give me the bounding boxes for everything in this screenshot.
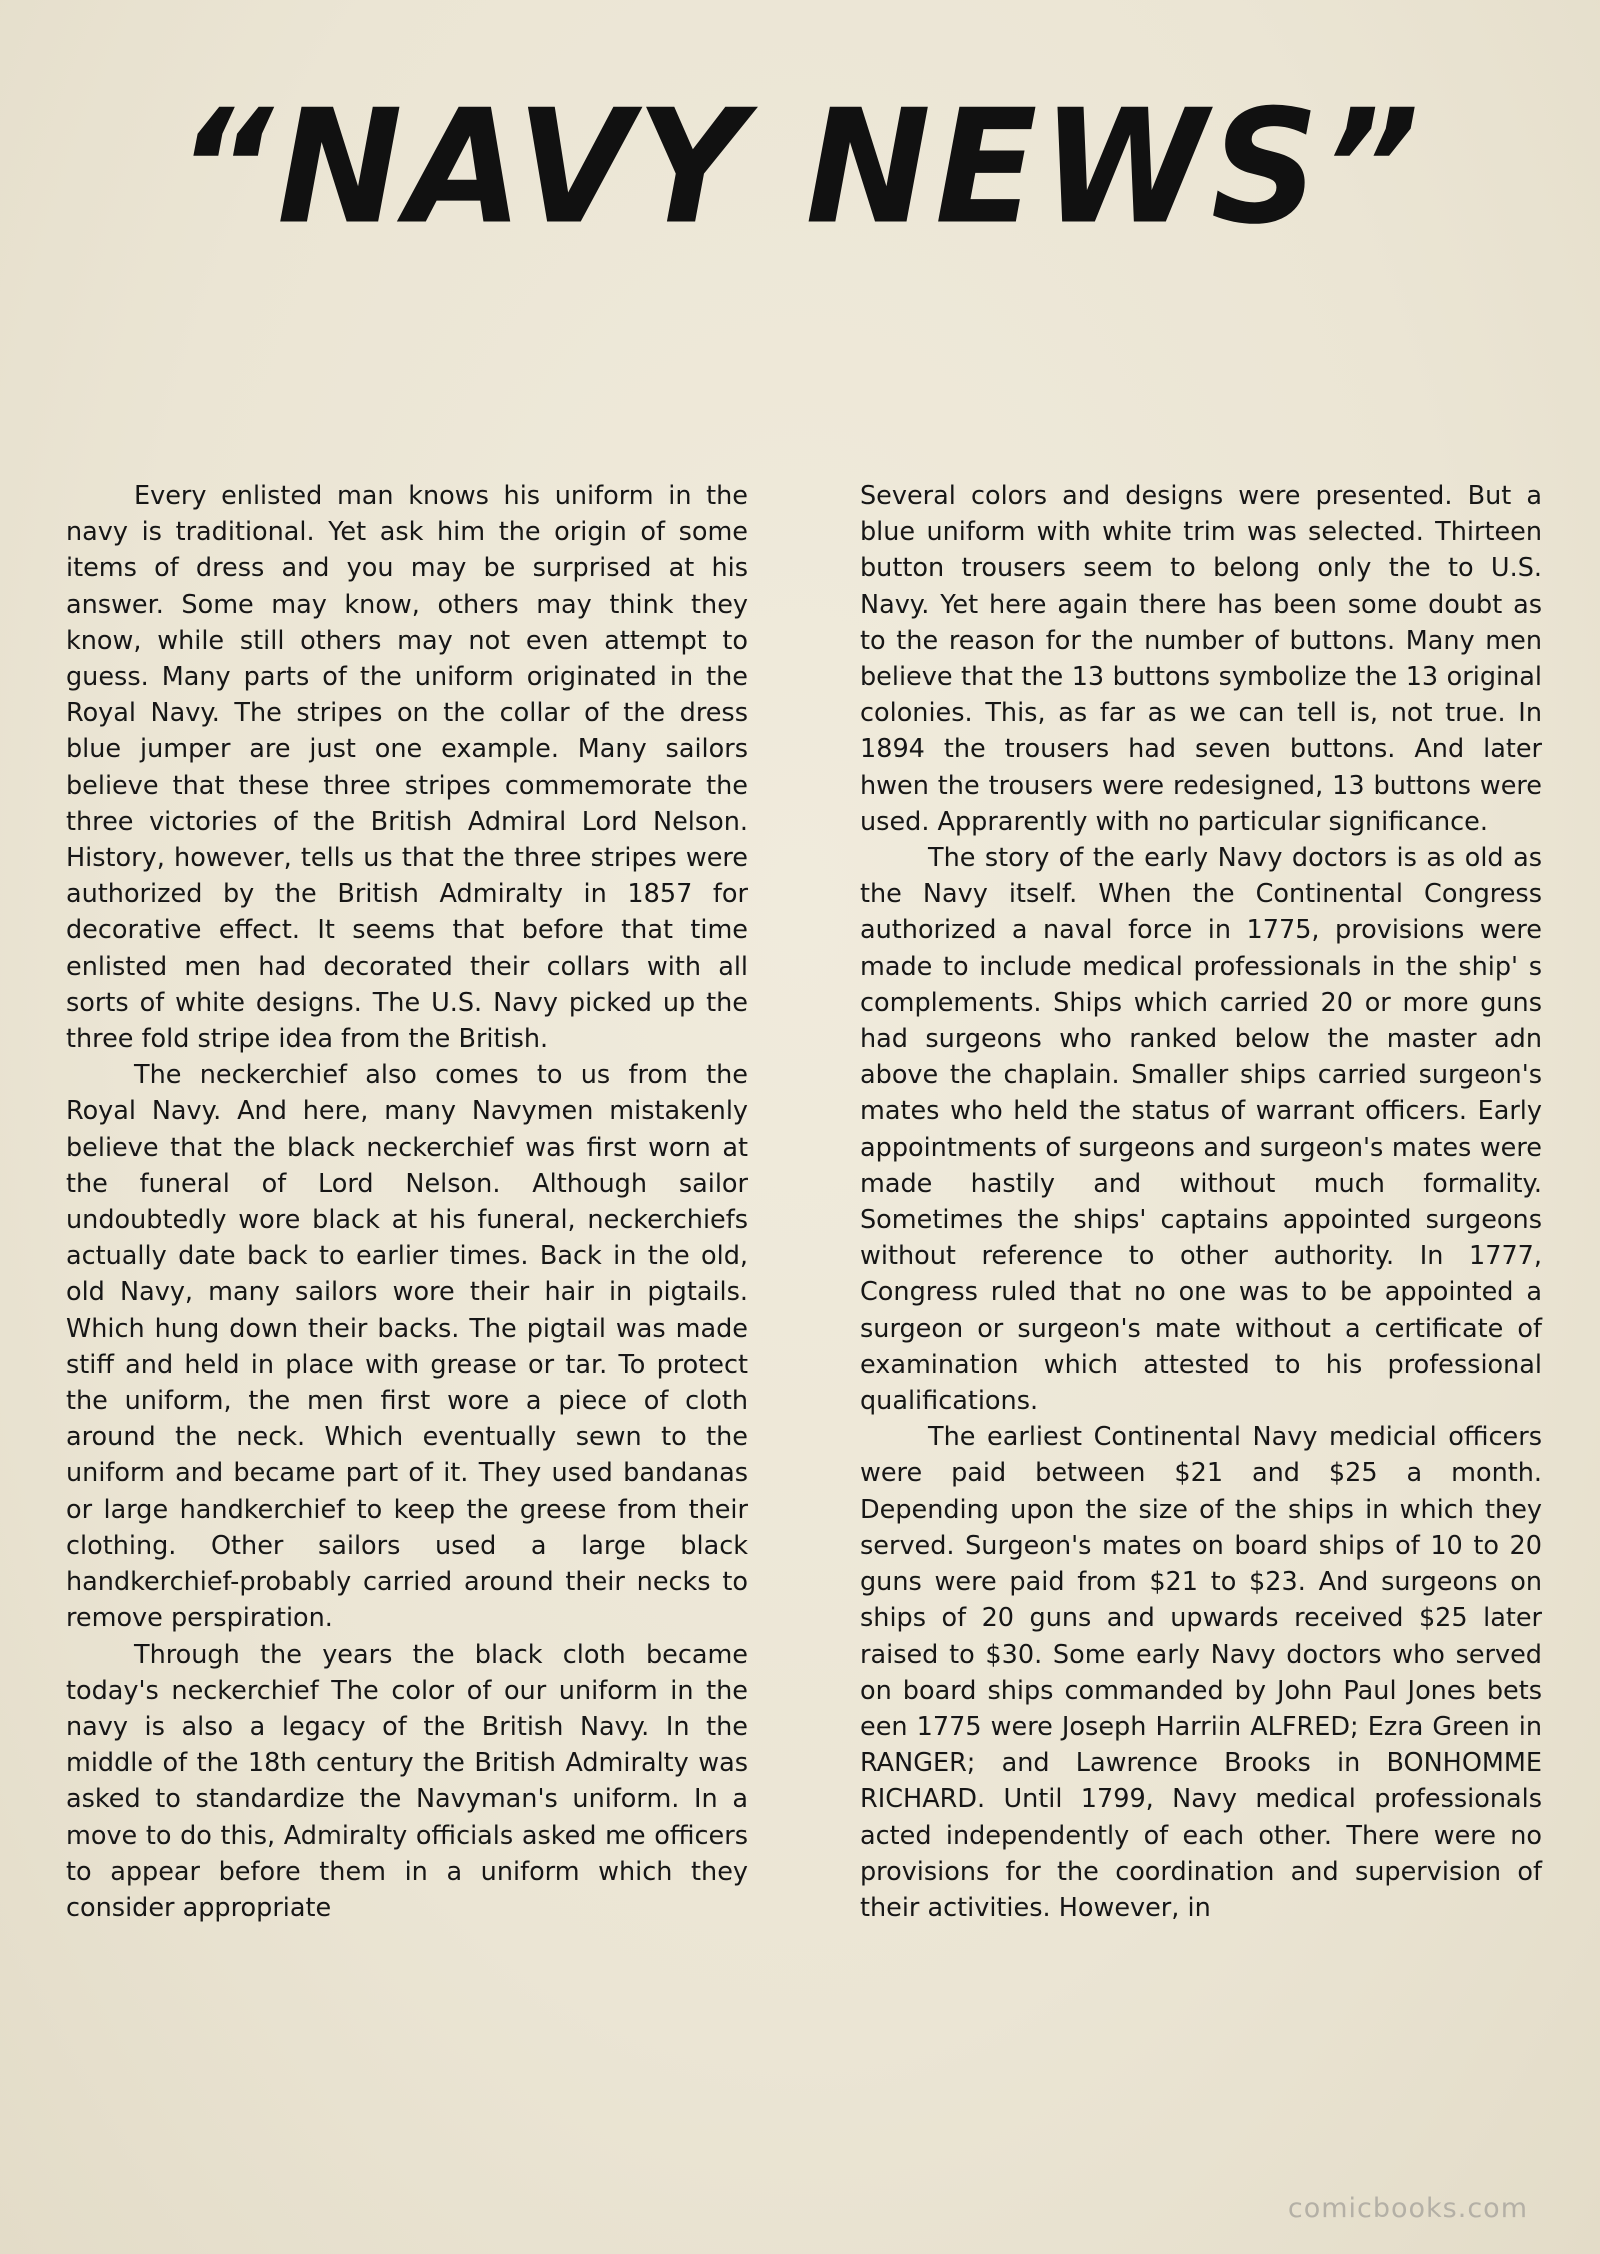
paragraph: The story of the early Navy doctors is as old as the Navy itself. When the Continental Congress authorized a naval force in 1775, provisions were made to include medical professionals in the ship' s complements. Ships which carried 20 or more guns had surgeons who ranked below the master adn above the chaplain. Smaller ships carried surgeon's mates who held the status of warrant officers. Early appointments of surgeons and surgeon's mates were made hastily and without much formality. Sometimes the ships' captains appointed surgeons without reference to other authority. In 1777, Congress ruled that no one was to be appointed a surgeon or surgeon's mate without a certificate of examination which attested to his professional qualifications. [860, 843, 1542, 1417]
paragraph: The earliest Continental Navy medicial officers were paid between $21 and $25 a month. Depending upon the size of the ships in which they served. Surgeon's mates on board ships of 10 to 20 guns were paid from $21 to $23. And surgeons on ships of 20 guns and upwards received $25 later raised to $30. Some early Navy doctors who served on board ships commanded by John Paul Jones bets een 1775 were Joseph Harriin ALFRED; Ezra Green in RANGER; and Lawrence Brooks in BONHOMME RICHARD. Until 1799, Navy medical professionals acted independently of each other. There were no provisions for the coordination and supervision of their activities. However, in [860, 1422, 1542, 1923]
paragraph: Through the years the black cloth became today's neckerchief The color of our uniform in the navy is also a legacy of the British Navy. In the middle of the 18th century the British Admiralty was asked to standardize the Navyman's uniform. In a move to do this, Admiralty officials asked me officers to appear before them in a uniform which they consider appropriate [66, 1639, 748, 1923]
paragraph: The neckerchief also comes to us from the Royal Navy. And here, many Navymen mistakenly believe that the black neckerchief was first worn at the funeral of Lord Nelson. Although sailor undoubtedly wore black at his funeral, neckerchiefs actually date back to earlier times. Back in the old, old Navy, many sailors wore their hair in pigtails. Which hung down their backs. The pigtail was made stiff and held in place with grease or tar. To protect the uniform, the men first wore a piece of cloth around the neck. Which eventually sewn to the uniform and became part of it. They used bandanas or large handkerchief to keep the greese from their clothing. Other sailors used a large black handkerchief-probably carried around their necks to remove perspiration. [66, 1060, 748, 1634]
article-column-right [860, 478, 1542, 1926]
article-column-left [66, 478, 748, 1926]
paragraph: Several colors and designs were presented. But a blue uniform with white trim was selected. Thirteen button trousers seem to belong only the to U.S. Navy. Yet here again there has been some doubt as to the reason for the number of buttons. Many men believe that the 13 buttons symbolize the 13 original colonies. This, as far as we can tell is, not true. In 1894 the trousers had seven buttons. And later hwen the trousers were redesigned, 13 buttons were used. Apprarently with no particular significance. [860, 481, 1542, 837]
paragraph: Every enlisted man knows his uniform in the navy is traditional. Yet ask him the origin of some items of dress and you may be surprised at his answer. Some may know, others may think they know, while still others may not even attempt to guess. Many parts of the uniform originated in the Royal Navy. The stripes on the collar of the dress blue jumper are just one example. Many sailors believe that these three stripes commemorate the three victories of the British Admiral Lord Nelson. History, however, tells us that the three stripes were authorized by the British Admiralty in 1857 for decorative effect. It seems that before that time enlisted men had decorated their collars with all sorts of white designs. The U.S. Navy picked up the three fold stripe idea from the British. [66, 481, 748, 1055]
page-title: “NAVY NEWS” [176, 76, 1424, 260]
watermark: comicbooks.com [1287, 2193, 1528, 2224]
